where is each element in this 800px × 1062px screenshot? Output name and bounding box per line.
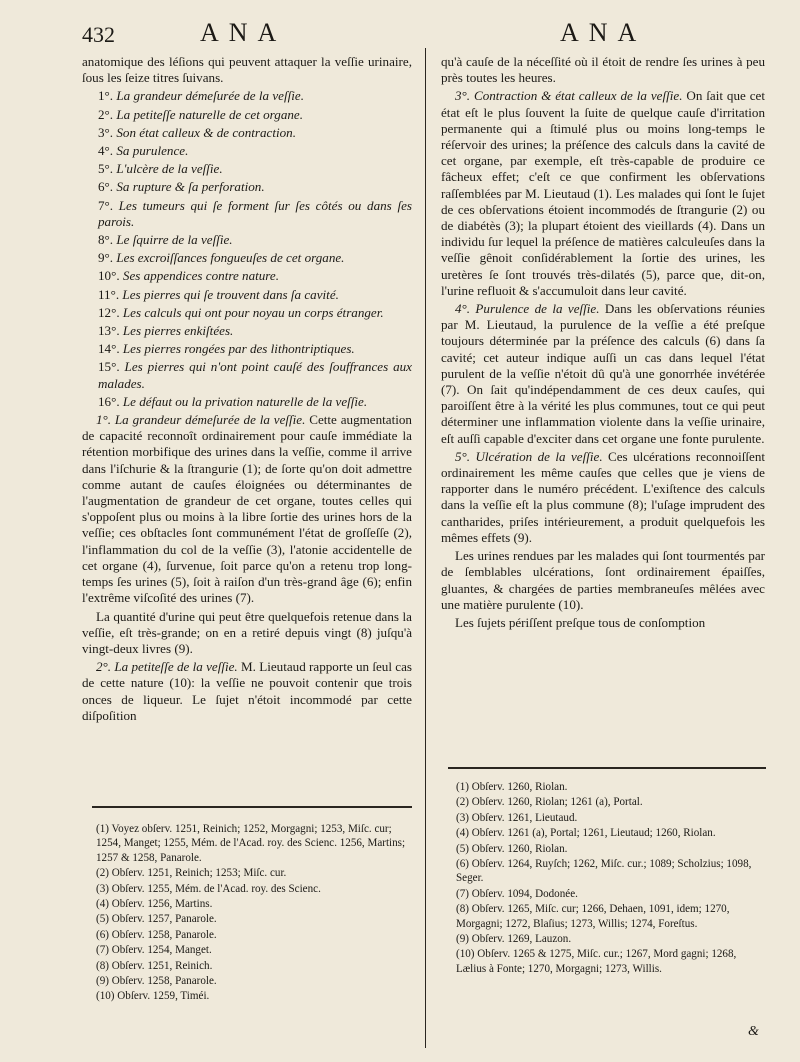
- section-body: Ces ulcérations reconnoiſſent ordinairement les même cauſes que celles que je viens de rapporter dans le numéro précédent. L'exiſtence des calculs dans la veſſie eſt la plus commune (8); l'uſage imprudent des cantharides, priſes intérieurement, a produit quelquefois les mêmes effets (9).: [441, 448, 766, 545]
- paragraph-urines: Les urines rendues par les malades qui ſont tourmentés par de ſemblables ulcérations, ſont ordinairement épaiſſes, gluantes, & chargées de parties membraneuſes mêlées avec une matière purulente (10).: [441, 548, 765, 612]
- paragraph-sujets: Les ſujets périſſent preſque tous de conſomption: [455, 614, 706, 630]
- footnote: (3) Obſerv. 1255, Mém. de l'Acad. roy. des Scienc.: [96, 882, 321, 895]
- list-item: 9°. Les excroiſſances fongueuſes de cet organe.: [98, 250, 345, 266]
- footnote-rule-right: [448, 767, 766, 769]
- footnote: (4) Obſerv. 1261 (a), Portal; 1261, Lieutaud; 1260, Riolan.: [456, 827, 716, 840]
- right-column: [441, 54, 765, 633]
- column-divider: [425, 48, 426, 1048]
- section-purulence: [441, 301, 765, 447]
- paragraph-quantite: La quantité d'urine qui peut être quelquefois retenue dans la veſſie, eſt très-grande; on en a retiré depuis vingt (8) juſqu'à vingt-deux livres (9).: [82, 608, 412, 656]
- footnote: (7) Obſerv. 1094, Dodonée.: [456, 887, 578, 900]
- intro-paragraph: anatomique des léſions qui peuvent attaquer la veſſie urinaire, ſous les ſeize titres ſuivans.: [82, 54, 412, 86]
- footnote: (9) Obſerv. 1258, Panarole.: [96, 975, 217, 988]
- lesion-list: [82, 88, 412, 410]
- section-grandeur: [82, 412, 412, 606]
- list-item: 12°. Les calculs qui ont pour noyau un corps étranger.: [98, 304, 384, 320]
- section-contraction: [441, 88, 765, 299]
- section-petitesse: [82, 659, 412, 724]
- footnote: (5) Obſerv. 1260, Riolan.: [456, 842, 568, 855]
- footnote: (2) Obſerv. 1260, Riolan; 1261 (a), Portal.: [456, 796, 643, 809]
- list-item: 16°. Le défaut ou la privation naturelle de la veſſie.: [98, 393, 368, 409]
- page-header: [0, 18, 800, 52]
- footnote: (7) Obſerv. 1254, Manget.: [96, 944, 212, 957]
- footnote: (1) Obſerv. 1260, Riolan.: [456, 781, 568, 793]
- list-item: 13°. Les pierres enkiſtées.: [98, 323, 234, 339]
- footnote: (10) Obſerv. 1259, Timéi.: [96, 990, 210, 1003]
- footnote-rule-left: [92, 806, 412, 808]
- section-heading: 3°. Contraction & état calleux de la veſſie.: [455, 88, 683, 104]
- list-item: 3°. Son état calleux & de contraction.: [98, 124, 296, 140]
- footnote: (8) Obſerv. 1251, Reinich.: [96, 959, 213, 972]
- list-item: 7°. Les tumeurs qui ſe forment ſur ſes côtés ou dans ſes parois.: [98, 197, 412, 229]
- section-heading: 4°. Purulence de la veſſie.: [455, 301, 600, 317]
- left-column: [82, 54, 412, 726]
- list-item: 15°. Les pierres qui n'ont point cauſé des ſouffrances aux malades.: [98, 359, 412, 391]
- footnote: (1) Voyez obſerv. 1251, Reinich; 1252, Morgagni; 1253, Miſc. cur; 1254, Manget; 1255, Mém. de l'Acad. roy. des Scienc. 1256, Martins; 1257 & 1258, Panarole.: [96, 823, 406, 864]
- list-item: 10°. Ses appendices contre nature.: [98, 268, 280, 284]
- section-heading: 1°. La grandeur démeſurée de la veſſie.: [96, 412, 306, 428]
- list-item: 2°. La petiteſſe naturelle de cet organe.: [98, 106, 303, 122]
- footnotes-left: [96, 822, 410, 1005]
- list-item: 5°. L'ulcère de la veſſie.: [98, 161, 223, 177]
- section-body: On ſait que cet état eſt le plus ſouvent la ſuite de quelque cauſe d'irritation permanente qui a ſtimulé plus ou moins long-temps le réſervoir des urines; la préſence des calculs dans la cavité de cet organe, par exemple, eſt très-capable de produire ce fâcheux effet; c'eſt ce que confirment les obſervations raſſemblées par M. Lieutaud (1). Les malades qui ſont le ſujet de ces obſervations étoient incommodés de ſtrangurie (2) ou de diabétès (3); la plupart étoient des vieillards (4). Dans un individu ſur lequel la préſence de matières calculeuſes dans la veſſie gênoit conſidérablement la ſortie des urines, les uretères ſe ſont trouvés très-dilatés (5), parce que, dit-on, l'urine refluoit & s'accumuloit dans leur cavité.: [441, 88, 765, 298]
- section-heading: 2°. La petiteſſe de la veſſie.: [96, 659, 238, 675]
- footnote: (6) Obſerv. 1264, Ruyſch; 1262, Miſc. cur.; 1089; Scholzius; 1098, Seger.: [456, 858, 752, 885]
- footnote: (6) Obſerv. 1258, Panarole.: [96, 928, 217, 941]
- footnotes-right: [456, 780, 764, 977]
- section-body: M. Lieutaud rapporte un ſeul cas de cette nature (10): la veſſie ne pouvoit contenir que trois onces de liqueur. Le ſujet n'étoit incommodé par cette diſpoſition: [82, 659, 412, 723]
- continued-paragraph: qu'à cauſe de la néceſſité où il étoit de rendre ſes urines à peu près toutes les heures.: [441, 54, 765, 86]
- footnote: (5) Obſerv. 1257, Panarole.: [96, 913, 217, 926]
- list-item: 8°. Le ſquirre de la veſſie.: [98, 232, 233, 248]
- list-item: 6°. Sa rupture & ſa perforation.: [98, 179, 265, 195]
- footnote: (3) Obſerv. 1261, Lieutaud.: [456, 811, 578, 824]
- list-item: 1°. La grandeur démeſurée de la veſſie.: [98, 88, 304, 104]
- running-head-left: ANA: [200, 18, 287, 47]
- running-head-right: ANA: [560, 18, 647, 47]
- section-body: Dans les obſervations réunies par M. Lieutaud, la purulence de la veſſie a été preſque toujours déterminée par la préſence des calculs (6) dans ſa cavité; cet auteur indique auſſi un cas dans lequel l'état purulent de la veſſie n'étoit dû qu'à une gonorrhée invétérée (7). On ſait qu'indépendamment de ces deux cauſes, qui paroiſſent être à la vérité les plus communes, tout ce qui peut déterminer une inflammation violente dans la veſſie urinaire, eſt auſſi capable d'exciter dans cet organe une fonte purulente.: [441, 301, 765, 446]
- page-number: 432: [82, 22, 115, 47]
- catchword: &: [748, 1024, 759, 1039]
- footnote: (8) Obſerv. 1265, Miſc. cur; 1266, Dehaen, 1091, idem; 1270, Morgagni; 1272, Blaſius; 1273, Willis; 1274, Foreſtus.: [456, 903, 730, 930]
- section-body: Cette augmentation de capacité reconnoît ordinairement pour cauſe immédiate la rétention morbifique des urines dans la veſſie, comme il arrive dans l'iſchurie & la ſtrangurie (1); de ſorte qu'on doit admettre comme autant de cauſes éloignées ou déterminantes de l'augmentation de grandeur de cet organe, toutes celles qui s'oppoſent plus ou moins à la libre ſortie des urines hors de la veſſie; ces obſtacles ſont communément l'état de groſſeſſe (2), l'inflammation du col de la veſſie (3), l'atonie accidentelle de cet organe (4), ſurvenue, ſoit parce qu'on a retenu trop long-temps ſes urines (5), ſoit à raiſon d'un très-grand âge (6); enfin l'extrême viſcoſité des urines (7).: [82, 412, 412, 606]
- footnote: (2) Obſerv. 1251, Reinich; 1253; Miſc. cur.: [96, 867, 287, 880]
- list-item: 4°. Sa purulence.: [98, 143, 189, 159]
- section-ulceration: [441, 449, 765, 546]
- footnote: (4) Obſerv. 1256, Martins.: [96, 898, 213, 911]
- footnote: (9) Obſerv. 1269, Lauzon.: [456, 933, 572, 946]
- section-heading: 5°. Ulcération de la veſſie.: [455, 448, 603, 464]
- list-item: 11°. Les pierres qui ſe trouvent dans ſa cavité.: [98, 286, 339, 302]
- list-item: 14°. Les pierres rongées par des lithontriptiques.: [98, 341, 355, 357]
- footnote: (10) Obſerv. 1265 & 1275, Miſc. cur.; 1267, Mord gagni; 1268, Lælius à Fonte; 1270, Morgagni; 1273, Willis.: [456, 948, 737, 975]
